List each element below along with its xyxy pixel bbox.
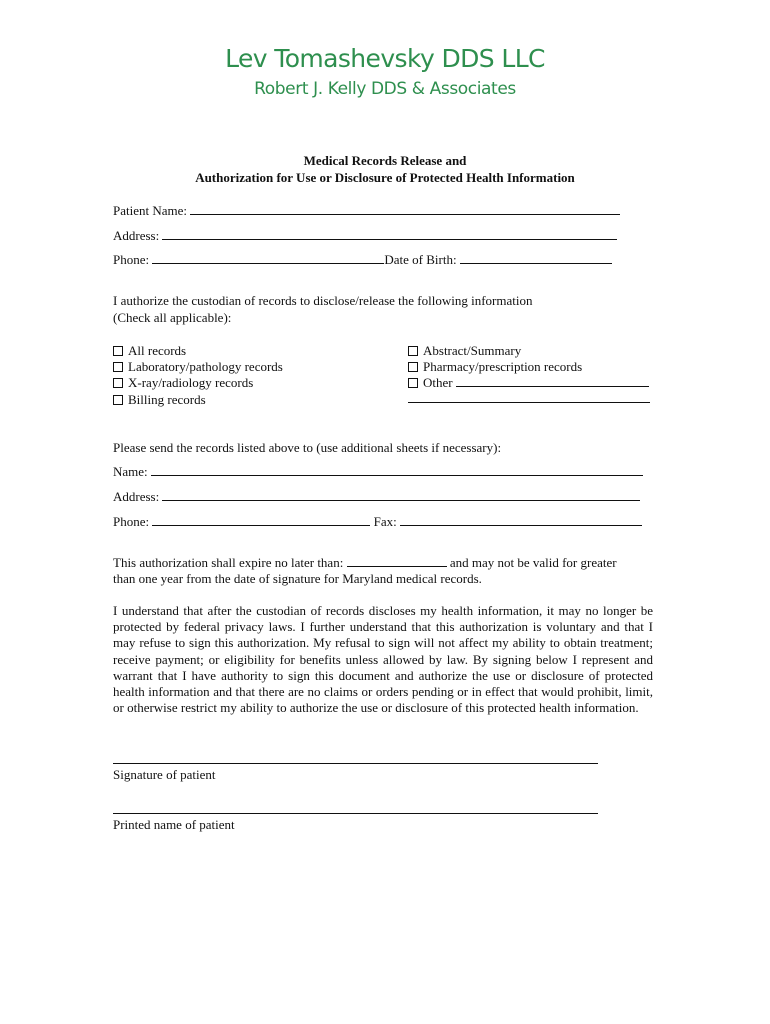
checkbox-icon[interactable]	[408, 378, 418, 388]
checkbox-pharmacy-records[interactable]	[408, 359, 582, 375]
associates-name: Robert J. Kelly DDS & Associates	[254, 79, 516, 99]
recipient-address-label: Address:	[113, 489, 160, 504]
signature-field[interactable]	[113, 763, 598, 764]
patient-address-field[interactable]	[162, 228, 617, 240]
checkbox-other[interactable]	[408, 375, 649, 391]
checkbox-billing-records[interactable]	[113, 392, 206, 408]
checkbox-label: Laboratory/pathology records	[128, 359, 283, 374]
patient-address-row	[113, 228, 617, 244]
checkbox-label: All records	[128, 343, 187, 358]
checkbox-icon[interactable]	[408, 346, 418, 356]
patient-name-field[interactable]	[190, 203, 620, 215]
expiry-text: This authorization shall expire no later than:	[113, 555, 344, 570]
authorize-line2: (Check all applicable):	[113, 310, 232, 325]
recipient-name-label: Name:	[113, 464, 148, 479]
recipient-phone-label: Phone:	[113, 514, 150, 529]
checkbox-xray-records[interactable]	[113, 375, 253, 391]
checkbox-label: Billing records	[128, 392, 206, 407]
dob-field[interactable]	[460, 252, 612, 264]
printed-name-field[interactable]	[113, 813, 598, 814]
expiry-text-cont: and may not be valid for greater	[449, 555, 617, 570]
patient-phone-field[interactable]	[152, 252, 384, 264]
recipient-name-field[interactable]	[151, 464, 643, 476]
checkbox-icon[interactable]	[408, 362, 418, 372]
other-field-continued[interactable]	[408, 402, 650, 403]
form-title-line1: Medical Records Release and	[303, 153, 467, 168]
recipient-fax-label: Fax:	[373, 514, 397, 529]
patient-name-label: Patient Name:	[113, 203, 188, 218]
checkbox-label: X-ray/radiology records	[128, 375, 254, 390]
recipient-address-field[interactable]	[162, 489, 640, 501]
patient-phone-row	[113, 252, 612, 268]
checkbox-icon[interactable]	[113, 362, 123, 372]
practice-name: Lev Tomashevsky DDS LLC	[225, 44, 545, 73]
recipient-name-row	[113, 464, 643, 480]
checkbox-abstract-summary[interactable]	[408, 343, 521, 359]
checkbox-label: Other	[423, 375, 453, 390]
expiry-line2: than one year from the date of signature for Maryland medical records.	[113, 571, 482, 586]
signature-label: Signature of patient	[113, 767, 216, 782]
other-field[interactable]	[456, 375, 649, 387]
recipient-fax-field[interactable]	[400, 514, 642, 526]
authorize-line1: I authorize the custodian of records to disclose/release the following information	[113, 293, 533, 308]
patient-name-row	[113, 203, 620, 219]
dob-label: Date of Birth:	[384, 252, 457, 267]
recipient-address-row	[113, 489, 640, 505]
patient-phone-label: Phone:	[113, 252, 150, 267]
checkbox-laboratory-records[interactable]	[113, 359, 283, 375]
recipient-phone-row	[113, 514, 642, 530]
recipient-intro: Please send the records listed above to (use additional sheets if necessary):	[113, 440, 502, 455]
checkbox-label: Abstract/Summary	[423, 343, 522, 358]
recipient-phone-field[interactable]	[152, 514, 370, 526]
checkbox-icon[interactable]	[113, 395, 123, 405]
checkbox-label: Pharmacy/prescription records	[423, 359, 583, 374]
expiry-line1	[113, 555, 617, 571]
checkbox-icon[interactable]	[113, 378, 123, 388]
expiry-date-field[interactable]	[347, 555, 447, 567]
authorization-statement: I understand that after the custodian of records discloses my health information, it may no longer be protected by federal privacy laws. I further understand that this authorization is voluntary and that I may refuse to sign this authorization. My refusal to sign will not affect my ability to obtain treatment; receive payment; or eligibility for benefits unless allowed by law. By signing below I represent and warrant that I have authority to sign this document and authorize the use or disclosure of protected health information and that there are no claims or orders pending or in effect that would prohibit, limit, or otherwise restrict my ability to authorize the use or disclosure of this protected health information.	[113, 603, 653, 716]
checkbox-icon[interactable]	[113, 346, 123, 356]
form-title-line2: Authorization for Use or Disclosure of Protected Health Information	[195, 170, 575, 185]
checkbox-all-records[interactable]	[113, 343, 186, 359]
printed-name-label: Printed name of patient	[113, 817, 235, 832]
patient-address-label: Address:	[113, 228, 160, 243]
